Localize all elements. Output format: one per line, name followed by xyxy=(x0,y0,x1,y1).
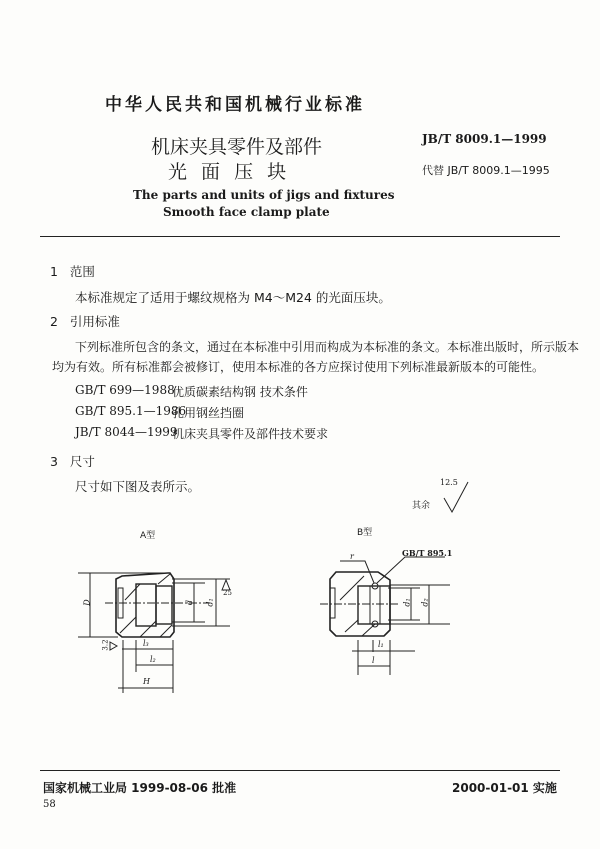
section-2-text-1: 下列标准所包含的条文，通过在本标准中引用而构成为本标准的条文。本标准出版时，所示版本 xyxy=(75,340,580,354)
section-2-text-2: 均为有效。所有标准都会被修订，使用本标准的各方应探讨使用下列标准最新版本的可能性。 xyxy=(52,360,545,374)
dim-b-l1: l₁ xyxy=(378,640,384,649)
effective-date: 2000-01-01 实施 xyxy=(452,781,557,795)
ref-name: 孔用钢丝挡圈 xyxy=(172,406,245,420)
page-number: 58 xyxy=(43,799,56,810)
section-3-heading: 3 尺寸 xyxy=(50,454,95,469)
roughness-symbol-icon xyxy=(444,482,468,512)
ref-name: 优质碳素结构钢 技术条件 xyxy=(172,385,308,399)
roughness-3-2: 3.2 xyxy=(101,639,110,651)
title-en-2: Smooth face clamp plate xyxy=(163,205,330,219)
dim-b-d1: d₁ xyxy=(402,598,412,607)
section-2-heading: 2 引用标准 xyxy=(50,314,120,329)
approval-note: 国家机械工业局 1999-08-06 批准 xyxy=(43,781,237,795)
rest-roughness-label: 其余 xyxy=(412,501,431,511)
section-1-heading: 1 范围 xyxy=(50,264,95,279)
type-b-label: B型 xyxy=(357,528,373,538)
ref-code: GB/T 895.1—1986 xyxy=(75,404,187,418)
type-a-drawing xyxy=(78,573,230,693)
org-title: 中华人民共和国机械行业标准 xyxy=(105,95,365,115)
type-a-label: A型 xyxy=(140,531,156,541)
dim-H: H xyxy=(143,677,150,686)
retaining-ring-ref: GB/T 895.1 xyxy=(402,548,453,558)
ref-name: 机床夹具零件及部件技术要求 xyxy=(172,427,329,441)
dim-b-l: l xyxy=(372,656,375,665)
dim-d1: d₁ xyxy=(205,598,215,607)
title-cn-1: 机床夹具零件及部件 xyxy=(151,136,323,158)
replaces-standard: 代替 JB/T 8009.1—1995 xyxy=(422,164,550,177)
roughness-25: 25 xyxy=(223,589,232,597)
ref-code: JB/T 8044—1999 xyxy=(75,425,178,439)
title-en-1: The parts and units of jigs and fixtures xyxy=(133,188,395,202)
dim-r: r xyxy=(350,552,354,561)
dim-l2: l₂ xyxy=(150,655,156,664)
type-b-drawing xyxy=(320,557,450,675)
dim-l3: l₃ xyxy=(143,639,149,648)
rest-roughness-value: 12.5 xyxy=(440,478,458,487)
standard-number: JB/T 8009.1—1999 xyxy=(422,132,547,146)
dim-b-d2: d₂ xyxy=(420,598,430,607)
section-1-text: 本标准规定了适用于螺纹规格为 M4～M24 的光面压块。 xyxy=(75,290,391,305)
footer-divider xyxy=(40,770,560,771)
dim-D: D xyxy=(82,599,92,606)
ref-code: GB/T 699—1988 xyxy=(75,383,175,397)
title-cn-2: 光 面 压 块 xyxy=(168,161,287,183)
section-3-text: 尺寸如下图及表所示。 xyxy=(75,479,201,494)
dim-d: d xyxy=(185,599,195,606)
